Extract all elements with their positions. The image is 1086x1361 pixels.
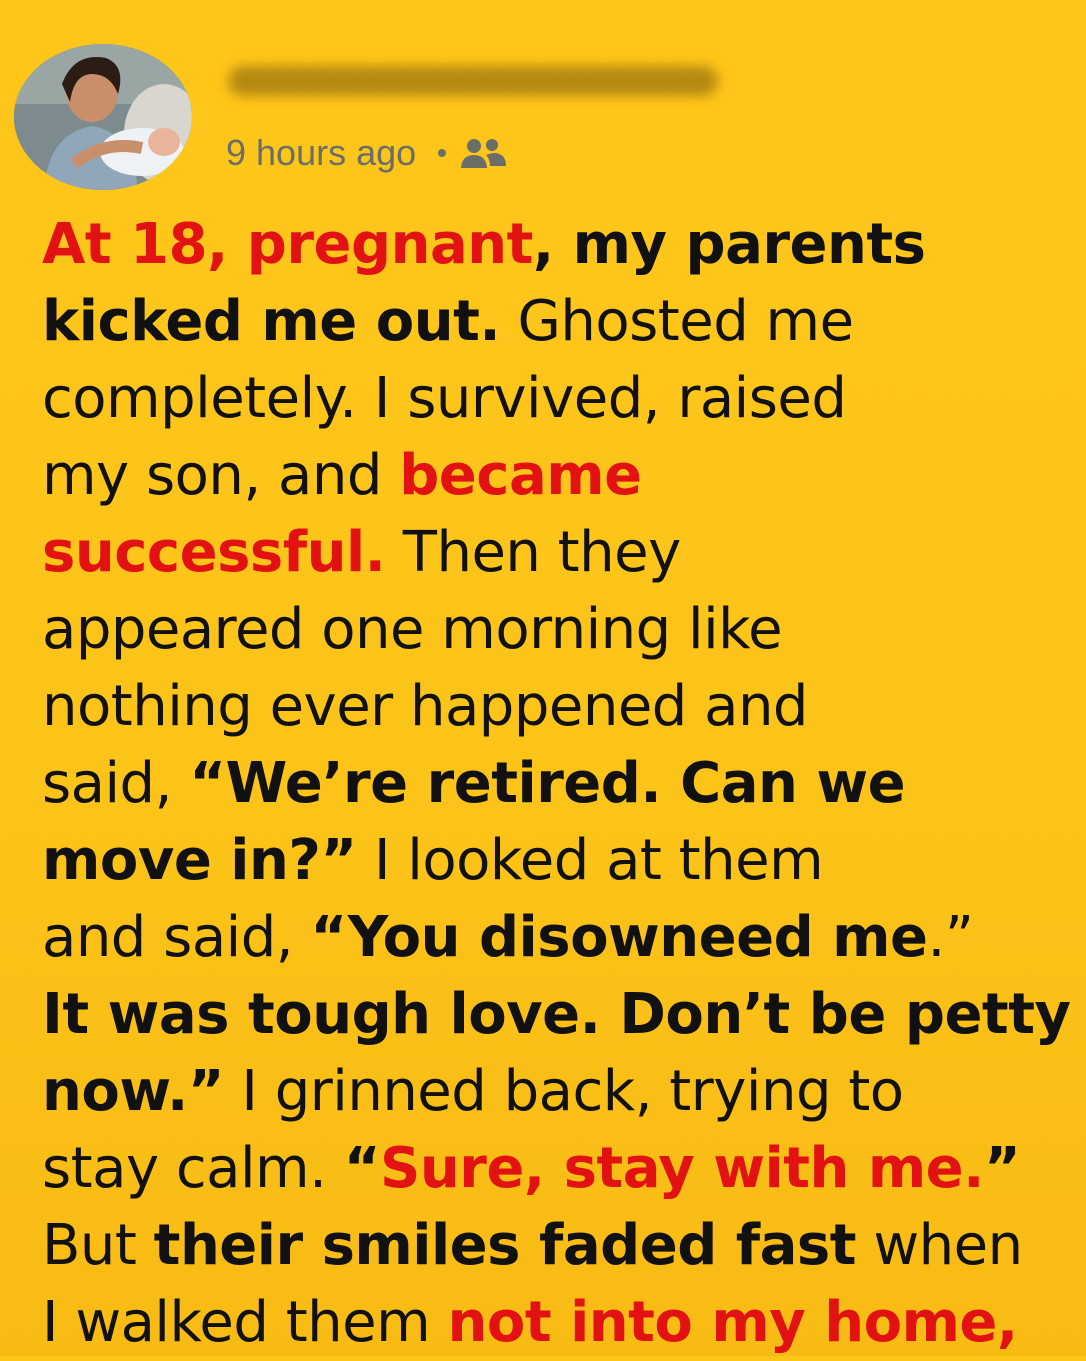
friends-icon[interactable] xyxy=(458,136,508,170)
story-text-plain: said, xyxy=(42,751,190,816)
highlight-bold: move in?” xyxy=(42,828,357,893)
highlight-bold: “ xyxy=(343,1136,381,1201)
highlight-bold: “You disowneed me xyxy=(310,905,928,970)
highlight-red: Sure, stay with me. xyxy=(380,1136,984,1201)
story-line xyxy=(42,1284,1086,1361)
story-text-plain: But xyxy=(42,1213,154,1278)
story-line xyxy=(42,283,1086,360)
story-text xyxy=(42,206,1086,1361)
story-line xyxy=(42,591,1086,668)
story-text-plain: and said, xyxy=(42,905,311,970)
story-text-plain: Ghosted me xyxy=(500,289,854,354)
post-timestamp[interactable]: 9 hours ago xyxy=(226,132,417,173)
story-text-plain: I walked them xyxy=(42,1290,448,1355)
story-line xyxy=(42,668,1086,745)
highlight-bold: “We’re retired. Can we xyxy=(189,751,906,816)
story-text-plain: .” xyxy=(927,905,974,970)
highlight-red: became xyxy=(399,443,642,508)
highlight-bold: ” xyxy=(983,1136,1021,1201)
story-line xyxy=(42,899,1086,976)
story-text-plain: Then they xyxy=(385,520,681,585)
story-text-plain: I grinned back, trying to xyxy=(224,1059,904,1124)
author-name-blurred[interactable] xyxy=(228,66,718,96)
post-meta xyxy=(226,130,508,176)
story-text-plain: when xyxy=(856,1213,1023,1278)
highlight-bold: kicked me out. xyxy=(42,289,501,354)
story-line xyxy=(42,822,1086,899)
author-avatar[interactable] xyxy=(14,44,192,190)
mother-with-baby-photo-icon xyxy=(14,44,192,190)
highlight-bold: their smiles faded fast xyxy=(153,1213,857,1278)
story-text-plain: appeared one morning like xyxy=(42,597,783,662)
story-text-plain: my son, and xyxy=(42,443,400,508)
highlight-red: At 18, pregnant xyxy=(42,212,533,277)
story-line xyxy=(42,360,1086,437)
highlight-bold: now.” xyxy=(42,1059,225,1124)
story-text-plain: nothing ever happened and xyxy=(42,674,808,739)
highlight-red: successful. xyxy=(42,520,386,585)
story-line xyxy=(42,437,1086,514)
highlight-bold: , my parents xyxy=(532,212,926,277)
story-line xyxy=(42,514,1086,591)
story-line xyxy=(42,745,1086,822)
story-text-plain: stay calm. xyxy=(42,1136,344,1201)
story-line xyxy=(42,976,1086,1053)
post-header xyxy=(0,0,1086,200)
story-line xyxy=(42,1130,1086,1207)
highlight-red: not into my home, xyxy=(447,1290,1018,1355)
story-text-plain: I looked at them xyxy=(356,828,824,893)
story-line xyxy=(42,206,1086,283)
story-line xyxy=(42,1053,1086,1130)
story-text-plain: completely. I survived, raised xyxy=(42,366,847,431)
highlight-bold: It was tough love. Don’t be petty xyxy=(42,982,1071,1047)
story-line xyxy=(42,1207,1086,1284)
meta-separator-dot xyxy=(438,149,446,157)
